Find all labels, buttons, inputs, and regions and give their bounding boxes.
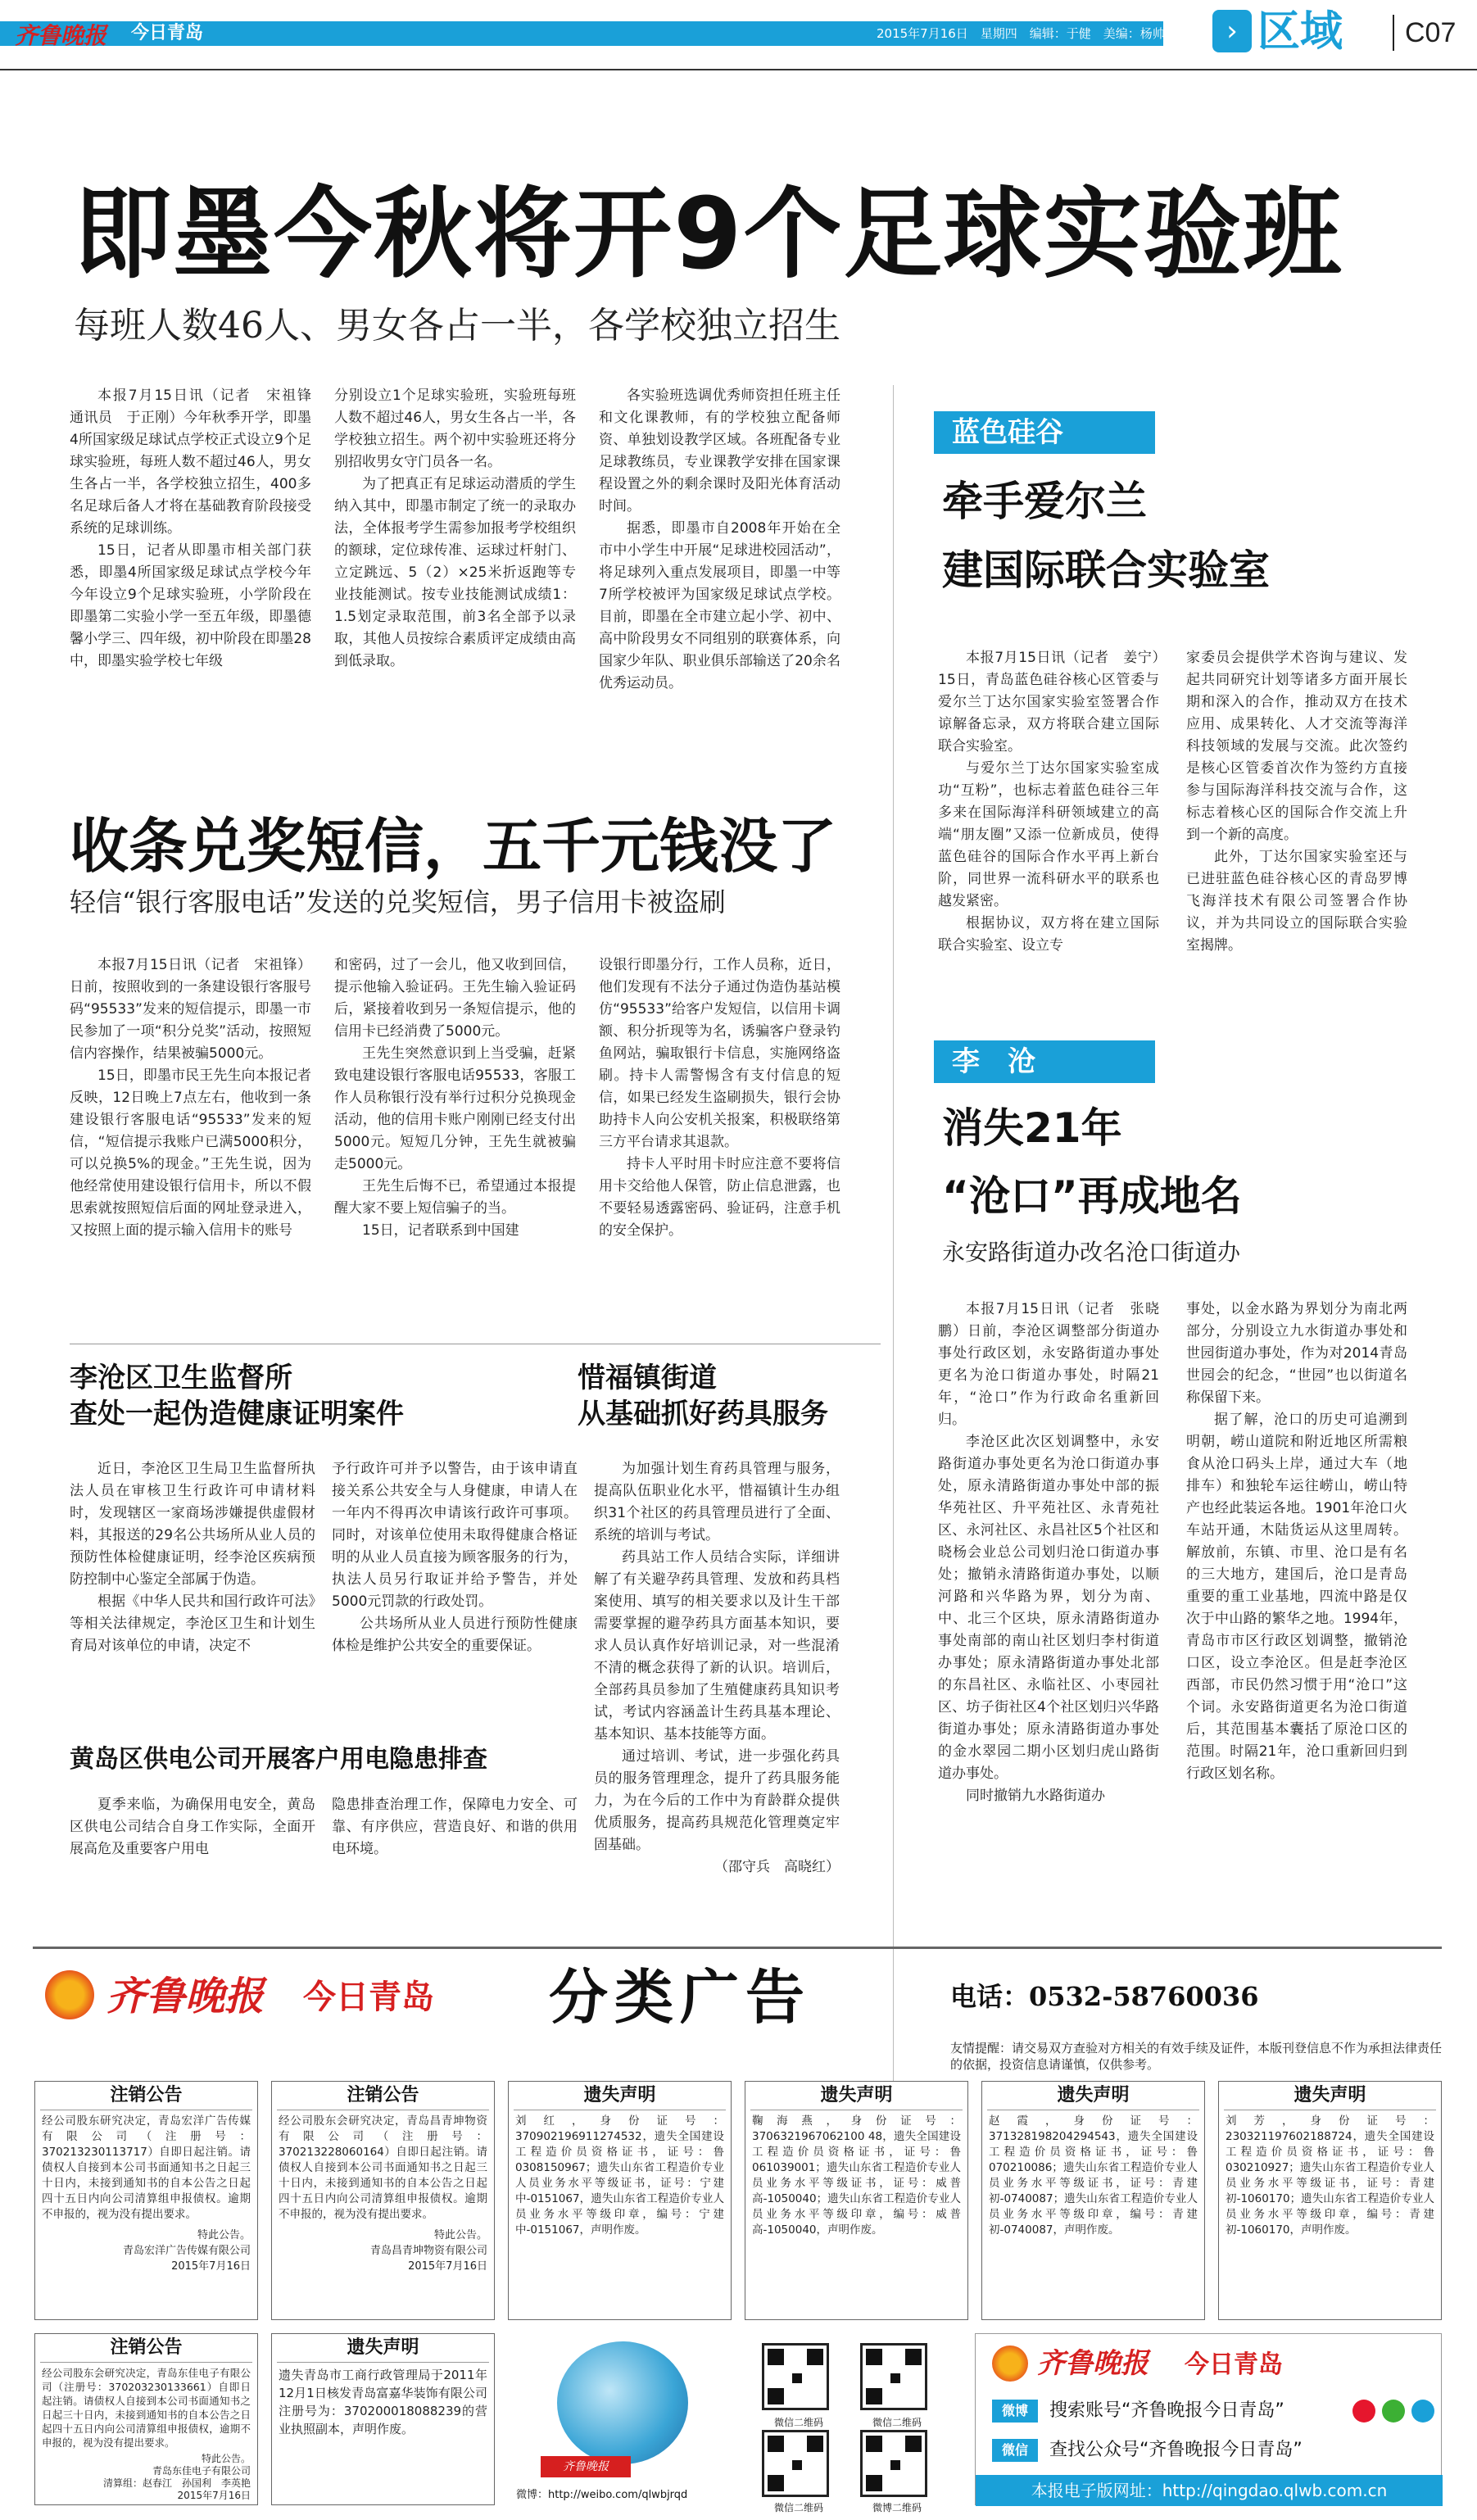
power-column-2 bbox=[332, 1794, 578, 1909]
weibo-caption: 微博：http://weibo.com/qlwbjrqd bbox=[516, 2489, 688, 2501]
health-headline-line2: 查处一起伪造健康证明案件 bbox=[70, 1398, 404, 1430]
qr-code-icon[interactable] bbox=[860, 2343, 927, 2410]
ad-title: 遗失声明 bbox=[277, 2334, 489, 2363]
health-paragraph: 公共场所从业人员进行预防性健康体检是维护公共安全的重要保证。 bbox=[332, 1616, 578, 1654]
social-promo-box bbox=[975, 2333, 1442, 2505]
blue-valley-paragraph: 本报7月15日讯（记者 姜宁）15日，青岛蓝色硅谷核心区管委与爱尔兰丁达尔国家实验室签署合作谅解备忘录，双方将联合建立国际联合实验室。 bbox=[938, 650, 1159, 755]
lead-column-3 bbox=[599, 385, 840, 770]
ad-cancel-notice-3 bbox=[34, 2333, 258, 2505]
drugs-paragraph: 为加强计划生育药具管理与服务，提高队伍职业化水平，惜福镇计生办组织31个社区的药具管理员进行了全面、系统的培训与考试。 bbox=[594, 1461, 840, 1543]
qr-code-icon[interactable] bbox=[762, 2430, 829, 2497]
ad-cancel-notice-1 bbox=[34, 2081, 258, 2320]
promo-sun-icon bbox=[992, 2346, 1028, 2382]
ad-lost-notice-4 bbox=[1218, 2081, 1442, 2320]
blue-valley-paragraph: 与爱尔兰丁达尔国家实验室成功“互粉”，也标志着蓝色硅谷三年多来在国际海洋科研领域建立的高端“朋友圈”又添一位新成员，使得蓝色硅谷的国际合作水平再上新台阶，同世界一流科研水平的联系也越发紧密。 bbox=[938, 760, 1159, 909]
ad-lost-notice-5 bbox=[271, 2333, 495, 2505]
ad-body: 经公司股东会研究决定，青岛昌青坤物资有限公司（注册号：370213228060164）自即日起注销。请债权人自接到本公司书面通知书之日起三十日内，未接到通知书的自本公告之日起四十五日内向公司清算组申报债权。逾期不申报的，视为没有提出要求。 bbox=[279, 2114, 487, 2221]
lead-headline: 即墨今秋将开9个足球实验班 bbox=[74, 178, 1343, 292]
sms-headline: 收条兑奖短信，五千元钱没了 bbox=[70, 812, 837, 881]
ad-cancel-notice-2 bbox=[271, 2081, 495, 2320]
lead-subheadline: 每班人数46人、男女各占一半，各学校独立招生 bbox=[74, 305, 840, 347]
ad-body: 经公司股东研究决定，青岛宏洋广告传媒有限公司（注册号：370213230113717）自即日起注销。请债权人自接到本公司书面通知书之日起三十日内，未接到通知书的自本公告之日起四十五日内向公司清算组申报债权。逾期不申报的，视为没有提出要求。 bbox=[42, 2114, 251, 2221]
masthead bbox=[0, 0, 1477, 66]
power-headline: 黄岛区供电公司开展客户用电隐患排查 bbox=[70, 1745, 487, 1774]
weibo-promo-box bbox=[508, 2333, 737, 2505]
health-headline: 李沧区卫生监督所 bbox=[70, 1362, 292, 1394]
sms-paragraph: 15日，记者联系到中国建 bbox=[362, 1222, 519, 1239]
drugs-column bbox=[594, 1458, 840, 1913]
classified-header bbox=[33, 1962, 1442, 2036]
weibo-search-line: 搜索账号“齐鲁晚报今日青岛” bbox=[1049, 2400, 1284, 2421]
section-label: 区域 bbox=[1257, 7, 1343, 57]
ad-title: 遗失声明 bbox=[987, 2082, 1199, 2110]
licang-paragraph: 同时撤销九水路街道办 bbox=[966, 1788, 1105, 1804]
sms-column-1 bbox=[70, 954, 311, 1352]
drugs-paragraph: 通过培训、考试，进一步强化药具员的服务管理理念，提升了药具服务能力，为在今后的工作中为育龄群众提供优质服务，提高药具规范化管理奠定牢固基础。 bbox=[594, 1748, 840, 1853]
blue-valley-paragraph: 此外，丁达尔国家实验室还与已进驻蓝色硅谷核心区的青岛罗博飞海洋技术有限公司签署合作协议，并为共同设立的国际联合实验室揭牌。 bbox=[1186, 849, 1407, 954]
sms-paragraph: 本报7月15日讯（记者 宋祖锋）日前，按照收到的一条建设银行客服号码“95533”发来的短信提示，即墨一市民参加了一项“积分兑奖”活动，按照短信内容操作，结果被骗5000元。 bbox=[70, 957, 311, 1062]
lead-paragraph: 15日，记者从即墨市相关部门获悉，即墨4所国家级足球试点学校今年今年设立9个足球实验班，小学阶段在即墨第二实验小学一至五年级，即墨德馨小学三、四年级，初中阶段在即墨28中，即墨实验学校七年级 bbox=[70, 542, 311, 669]
classified-top-rule bbox=[33, 1947, 1442, 1949]
health-paragraph: 予行政许可并予以警告，由于该申请直接关系公共安全与人身健康，申请人在一年内不得再次申请该行政许可事项。同时，对该单位使用未取得健康合格证明的从业人员直接为顾客服务的行为，执法人员另行取证并给予警告，并处5000元罚款的行政处罚。 bbox=[332, 1461, 578, 1610]
licang-headline-line2: “沧口”再成地名 bbox=[942, 1172, 1242, 1220]
ad-title: 遗失声明 bbox=[750, 2082, 963, 2110]
ad-body: 遗失青岛市工商行政管理局于2011年12月1日核发青岛富嘉华装饰有限公司注册号为：370200018088239的营业执照副本，声明作废。 bbox=[279, 2368, 487, 2436]
mini-logo: 齐鲁晚报 bbox=[541, 2456, 631, 2477]
classified-edition: 今日青岛 bbox=[303, 1978, 434, 2016]
weibo-icon[interactable] bbox=[1352, 2400, 1375, 2423]
promo-paper-name: 齐鲁晚报 bbox=[1037, 2347, 1149, 2380]
health-paragraph: 根据《中华人民共和国行政许可法》等相关法律规定，李沧区卫生和计划生育局对该单位的申请，决定不 bbox=[70, 1593, 315, 1654]
power-column-1 bbox=[70, 1794, 315, 1909]
page-number: C07 bbox=[1405, 17, 1457, 48]
licang-tag: 李 沧 bbox=[934, 1040, 1155, 1083]
classified-notice: 友情提醒：请交易双方查验对方相关的有效手续及证件，本版刊登信息不作为承担法律责任的依据，投资信息请谨慎，仅供参考。 bbox=[950, 2041, 1443, 2072]
sms-paragraph: 15日，即墨市民王先生向本报记者反映，12日晚上7点左右，他收到一条建设银行客服电话“95533”发来的短信，“短信提示我账户已满5000积分，可以兑换5%的现金。”王先生说，因为他经常使用建设银行信用卡，所以不假思索就按照短信后面的网址登录进入，又按照上面的提示输入信用卡的账号 bbox=[70, 1067, 311, 1239]
sms-paragraph: 和密码，过了一会儿，他又收到回信，提示他输入验证码。王先生输入验证码后，紧接着收到另一条短信提示，他的信用卡已经消费了5000元。 bbox=[334, 957, 576, 1040]
weibo-tag: 微博 bbox=[992, 2400, 1038, 2423]
drugs-headline-line2: 从基础抓好药具服务 bbox=[578, 1398, 828, 1430]
globe-illustration bbox=[557, 2341, 688, 2464]
sun-logo-icon bbox=[45, 1970, 94, 2019]
ad-body: 刘芳，身份证号：230321197602188724，遗失全国建设工程造价员资格证书，证号：鲁030210927；遗失山东省工程造价专业人员业务水平等级证书，证号：青建初-1060170；遗失山东省工程造价专业人员业务水平等级印章，编号：青建初-1060170，声明作废。 bbox=[1226, 2114, 1434, 2237]
ad-title: 遗失声明 bbox=[514, 2082, 726, 2110]
licang-column-1 bbox=[938, 1299, 1159, 1921]
weixin-tag: 微信 bbox=[992, 2439, 1038, 2462]
weixin-search-line: 查找公众号“齐鲁晚报今日青岛” bbox=[1049, 2440, 1303, 2460]
lead-paragraph: 为了把真正有足球运动潜质的学生纳入其中，即墨市制定了统一的录取办法，全体报考学生需参加报考学校组织的额球，定位球传准、运球过杆射门、立定跳远、5（2）×25米折返跑等专业技能测试。按专业技能测试成绩1：1.5划定录取范围，前3名全部予以录取，其他人员按综合素质评定成绩由高到低录取。 bbox=[334, 476, 576, 669]
sms-column-3 bbox=[599, 954, 840, 1352]
ad-body: 经公司股东会研究决定，青岛东佳电子有限公司（注册号：370203230133661）自即日起注销。请债权人自接到本公司书面通知书之日起三十日内，未接到通知书的自本公告之日起四十五日内向公司清算组申报债权，逾期不申报的，视为没有提出要求。 bbox=[42, 2367, 251, 2449]
classified-paper-name: 齐鲁晚报 bbox=[106, 1974, 265, 2019]
lead-paragraph: 分别设立1个足球实验班，实验班每班人数不超过46人，男女生各占一半，各学校独立招生。两个初中实验班还将分别招收男女守门员各一名。 bbox=[334, 388, 576, 470]
health-paragraph: 近日，李沧区卫生局卫生监督所执法人员在审核卫生行政许可申请材料时，发现辖区一家商场涉嫌提供虚假材料，其报送的29名公共场所从业人员的预防性体检健康证明，经李沧区疾病预防控制中心鉴定全部属于伪造。 bbox=[70, 1461, 315, 1588]
ad-lost-notice-2 bbox=[745, 2081, 968, 2320]
ad-body: 刘红，身份证号：370902196911274532，遗失全国建设工程造价员资格证书，证号：鲁0308150967；遗失山东省工程造价专业人员业务水平等级证书，证号：宁建中-0151067，遗失山东省工程造价专业人员业务水平等级印章，编号：宁建中-0151067，声明作废。 bbox=[515, 2114, 724, 2237]
blue-valley-paragraph: 根据协议，双方将在建立国际联合实验室、设立专 bbox=[938, 915, 1159, 954]
column-divider bbox=[893, 385, 894, 2146]
health-column-1 bbox=[70, 1458, 315, 1720]
ad-lost-notice-3 bbox=[981, 2081, 1205, 2320]
edition-name: 今日青岛 bbox=[131, 23, 204, 43]
licang-paragraph: 李沧区此次区划调整中，永安路街道办事处更名为沧口街道办事处，原永清路街道办事处中部的振华苑社区、升平苑社区、永青苑社区、永河社区、永昌社区5个社区和晓杨会业总公司划归沧口街道办事处；撤销永清路街道办事处，以顺河路和兴华路为界，划分为南、中、北三个区块，原永清路街道办事处南部的南山社区划归李村街道办事处；原永清路街道办事处北部的东昌社区、永临社区、小枣园社区、坊子街社区4个社区划归兴华路街道办事处；原永清路街道办事处的金水翠园二期小区划归虎山路街道办事处。 bbox=[938, 1434, 1159, 1782]
ad-body: 赵霞，身份证号：371328198204294543，遗失全国建设工程造价员资格证书，证号：鲁070210086；遗失山东省工程造价专业人员业务水平等级证书，证号：青建初-0740087；遗失山东省工程造价专业人员业务水平等级印章，编号：青建初-0740087，声明作废。 bbox=[989, 2114, 1198, 2237]
lead-column-2 bbox=[334, 385, 576, 770]
sms-paragraph: 王先生突然意识到上当受骗，赶紧致电建设银行客服电话95533，客服工作人员称银行没有举行过积分兑换现金活动，他的信用卡账户刚刚已经支付出5000元。短短几分钟，王先生就被骗走5000元。 bbox=[334, 1045, 576, 1172]
blue-valley-tag: 蓝色硅谷 bbox=[934, 411, 1155, 454]
ad-footer: 特此公告。 青岛昌青坤物资有限公司 2015年7月16日 bbox=[369, 2229, 487, 2273]
ad-footer: 特此公告。 青岛宏洋广告传媒有限公司 2015年7月16日 bbox=[122, 2229, 251, 2273]
promo-edition: 今日青岛 bbox=[1185, 2350, 1283, 2379]
ad-body: 鞠海燕，身份证号：3706321967062100 48，遗失全国建设工程造价员资格证书，证号：鲁061039001；遗失山东省工程造价专业人员业务水平等级证书，证号：威普高-1050040；遗失山东省工程造价专业人员业务水平等级印章，编号：威普高-1050040，声明作废。 bbox=[752, 2114, 961, 2237]
sms-paragraph: 设银行即墨分行，工作人员称，近日，他们发现有不法分子通过伪造伪基站模仿“95533”给客户发短信，以信用卡调额、积分折现等为名，诱骗客户登录钓鱼网站，骗取银行卡信息，实施网络盗刷。持卡人需警惕含有支付信息的短信，如果已经发生盗刷损失，银行会协助持卡人向公安机关报案，积极联络第三方平台请求其退款。 bbox=[599, 957, 840, 1150]
qr-code-icon[interactable] bbox=[762, 2343, 829, 2410]
weixin-icon[interactable] bbox=[1382, 2400, 1405, 2423]
tencent-icon[interactable] bbox=[1411, 2400, 1434, 2423]
ad-footer: 特此公告。 青岛东佳电子有限公司 清算组：赵春江 孙国利 李英艳 2015年7月16日 bbox=[102, 2453, 251, 2501]
classified-title: 分类广告 bbox=[549, 1962, 812, 2032]
licang-headline: 消失21年 bbox=[942, 1104, 1122, 1152]
ad-title: 遗失声明 bbox=[1224, 2082, 1436, 2110]
licang-paragraph: 据了解，沧口的历史可追溯到明朝，崂山道院和附近地区所需粮食从沧口码头上岸，通过大车（地排车）和独轮车运往崂山，崂山特产也经此装运各地。1901年沧口火车站开通，木陆货运从这里周转。解放前，东镇、市里、沧口是有名的三大地方，建国后，沧口是青岛重要的重工业基地，四流中路是仅次于中山路的繁华之地。1994年，青岛市市区行政区划调整，撤销沧口区，设立李沧区。但是赶李沧区西部，市民仍然习惯于用“沧口”这个词。永安路街道更名为沧口街道后，其范围基本囊括了原沧口区的范围。时隔21年，沧口重新回归到行政区划名称。 bbox=[1186, 1412, 1407, 1782]
blue-valley-column-1 bbox=[938, 647, 1159, 1106]
licang-paragraph: 事处，以金水路为界划分为南北两部分，分别设立九水街道办事处和世园街道办事处，作为对2014青岛世园会的纪念，“世园”也以街道名称保留下来。 bbox=[1186, 1301, 1407, 1406]
power-paragraph: 夏季来临，为确保用电安全，黄岛区供电公司结合自身工作实际，全面开展高危及重要客户用电 bbox=[70, 1797, 315, 1857]
drugs-byline: （邵守兵 高晓红） bbox=[714, 1859, 840, 1875]
sms-paragraph: 王先生后悔不已，希望通过本报提醒大家不要上短信骗子的当。 bbox=[334, 1178, 576, 1217]
qr-label: 微信二维码 bbox=[872, 2417, 922, 2428]
sms-subheadline: 轻信“银行客服电话”发送的兑奖短信，男子信用卡被盗刷 bbox=[70, 886, 726, 918]
licang-column-2 bbox=[1186, 1299, 1407, 1921]
masthead-rule bbox=[0, 69, 1477, 70]
lead-paragraph: 本报7月15日讯（记者 宋祖锋 通讯员 于正刚）今年秋季开学，即墨4所国家级足球试点学校正式设立9个足球实验班，每班人数不超过46人，男女生各占一半，各学校独立招生，400多名足球后备人才将在基础教育阶段接受系统的足球训练。 bbox=[70, 388, 325, 537]
lead-paragraph: 各实验班选调优秀师资担任班主任和文化课教师，有的学校独立配备师资、单独划设教学区域。各班配备专业足球教练员，专业课教学安排在国家课程设置之外的剩余课时及阳光体育活动时间。 bbox=[599, 388, 840, 514]
blue-valley-headline: 牵手爱尔兰 bbox=[942, 478, 1147, 525]
paper-logo: 齐鲁晚报 bbox=[15, 22, 107, 49]
classified-phone: 电话：0532-58760036 bbox=[950, 1981, 1259, 2012]
masthead-divider bbox=[1393, 15, 1394, 51]
date-info: 2015年7月16日 星期四 编辑：于健 美编：杨帅 bbox=[877, 26, 1165, 41]
qr-label: 微博二维码 bbox=[872, 2502, 922, 2513]
lead-paragraph: 据悉，即墨市自2008年开始在全市中小学生中开展“足球进校园活动”，将足球列入重点发展项目，即墨一中等7所学校被评为国家级足球试点学校。目前，即墨在全市建立起小学、初中、高中阶段男女不同组别的联赛体系，向国家少年队、职业俱乐部输送了20余名优秀运动员。 bbox=[599, 520, 840, 691]
ad-lost-notice-1 bbox=[508, 2081, 732, 2320]
blue-valley-column-2 bbox=[1186, 647, 1407, 1106]
lead-column-1 bbox=[70, 385, 325, 770]
ad-title: 注销公告 bbox=[40, 2082, 252, 2110]
licang-paragraph: 本报7月15日讯（记者 张晓鹏）日前，李沧区调整部分街道办事处行政区划，永安路街道办事处更名为沧口街道办事处，时隔21年，“沧口”作为行政命名重新回归。 bbox=[938, 1301, 1159, 1428]
qr-code-icon[interactable] bbox=[860, 2430, 927, 2497]
qr-label: 微信二维码 bbox=[773, 2502, 823, 2513]
qr-label: 微信二维码 bbox=[773, 2417, 823, 2428]
health-column-2 bbox=[332, 1458, 578, 1720]
drugs-paragraph: 药具站工作人员结合实际，详细讲解了有关避孕药具管理、发放和药具档案使用、填写的相关要求以及计生干部需要掌握的避孕药具方面基本知识，要求人员认真作好培训记录，对一些混淆不清的概念获得了新的认识。培训后，全部药具员参加了生殖健康药具知识考试，考试内容涵盖计生药具基本理论、基本知识、基本技能等方面。 bbox=[594, 1549, 840, 1743]
ad-title: 注销公告 bbox=[40, 2334, 252, 2363]
blue-valley-paragraph: 家委员会提供学术咨询与建议、发起共同研究计划等诸多方面开展长期和深入的合作，推动双方在技术应用、成果转化、人才交流等海洋科技领域的发展与交流。此次签约是核心区管委首次作为签约方直接参与国际海洋科技交流与合作，这标志着核心区的国际合作交流上升到一个新的高度。 bbox=[1186, 650, 1407, 843]
sms-paragraph: 持卡人平时用卡时应注意不要将信用卡交给他人保管，防止信息泄露，也不要轻易透露密码、验证码，注意手机的安全保护。 bbox=[599, 1156, 840, 1239]
blue-valley-headline-line2: 建国际联合实验室 bbox=[942, 546, 1270, 594]
section-arrow-icon: › bbox=[1212, 10, 1252, 52]
e-paper-url-bar[interactable]: 本报电子版网址：http://qingdao.qlwb.com.cn bbox=[976, 2475, 1443, 2506]
ad-title: 注销公告 bbox=[277, 2082, 489, 2110]
sms-column-2 bbox=[334, 954, 576, 1352]
power-paragraph: 隐患排查治理工作，保障电力安全、可靠、有序供应，营造良好、和谐的供用电环境。 bbox=[332, 1797, 578, 1857]
licang-subheadline: 永安路街道办改名沧口街道办 bbox=[942, 1239, 1241, 1266]
drugs-headline: 惜福镇街道 bbox=[578, 1362, 717, 1394]
